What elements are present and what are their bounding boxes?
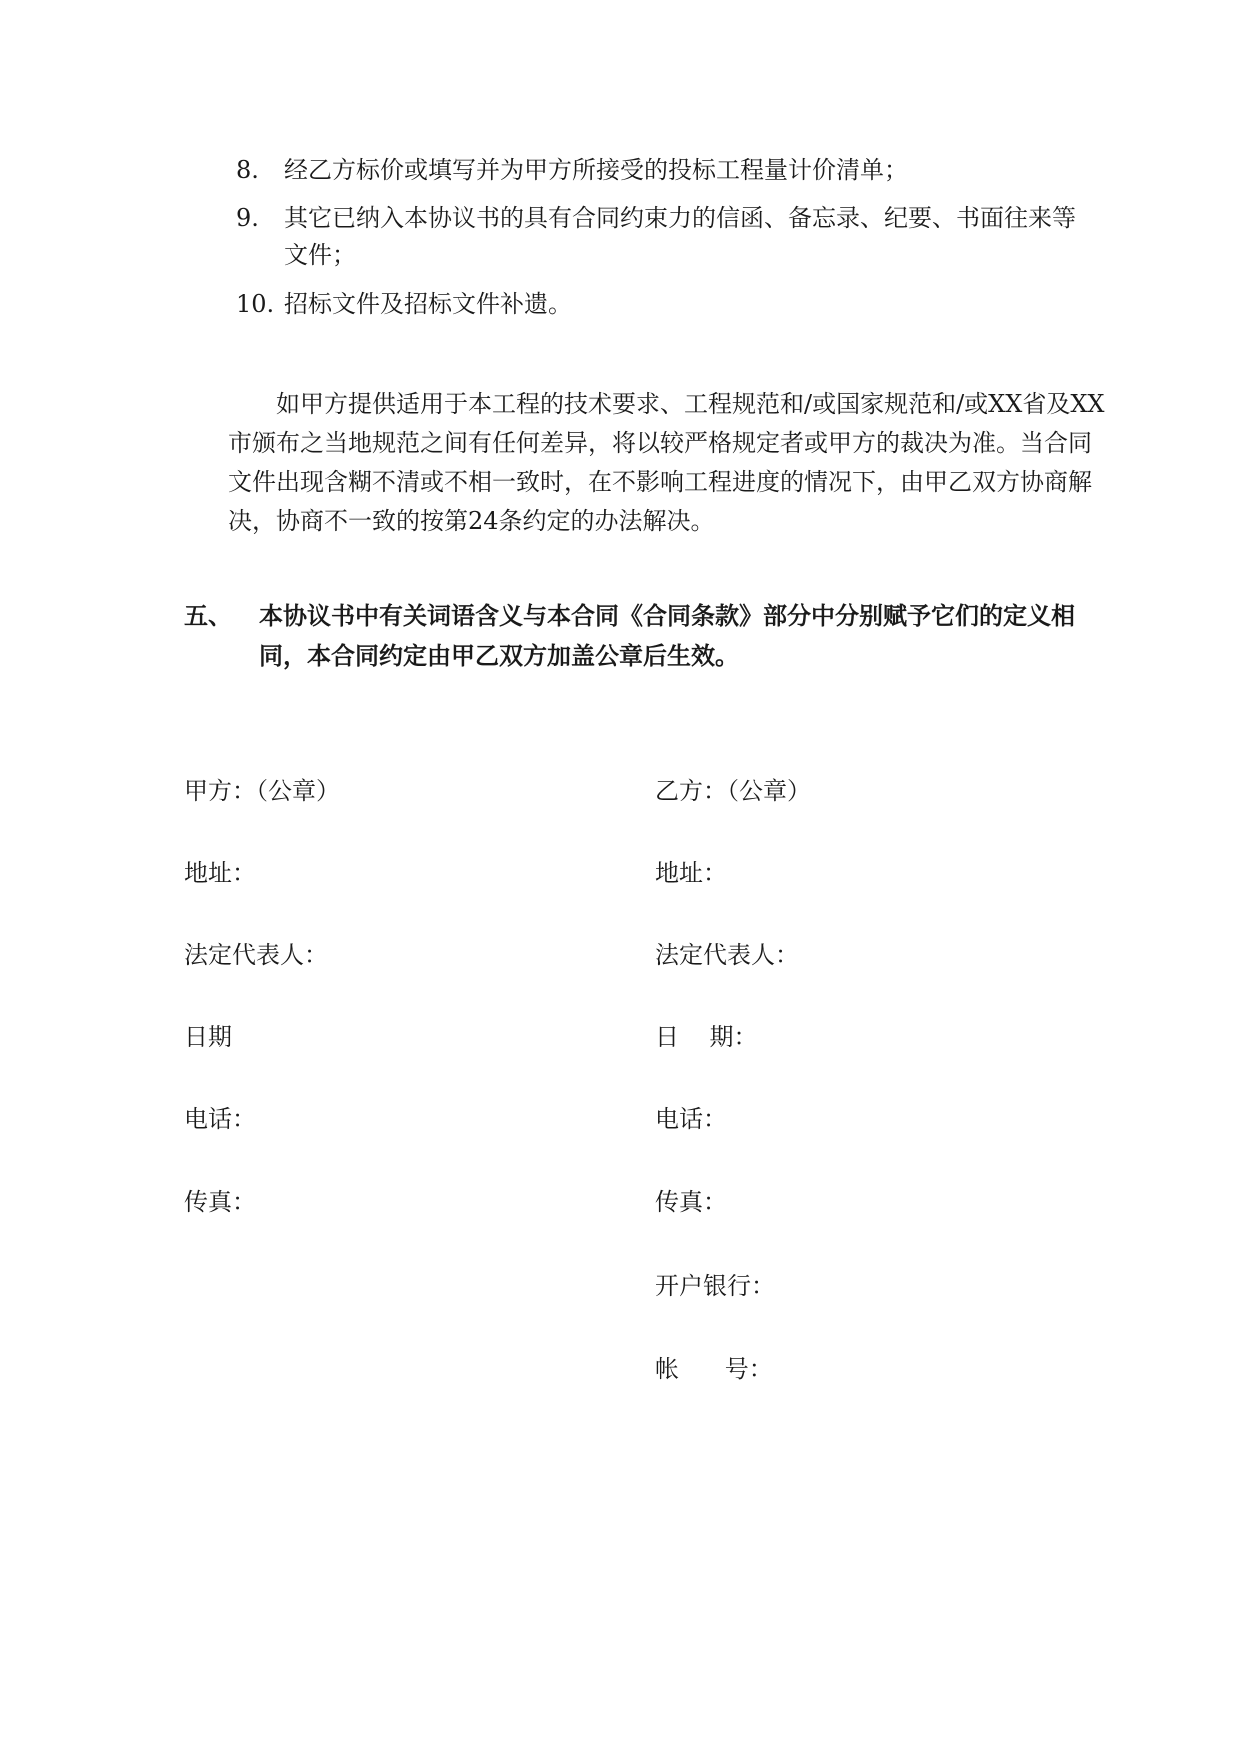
party-b-bank: 开户银行： [655,1272,775,1300]
list-item-number: 9. [236,204,259,232]
party-b-phone: 电话： [655,1105,727,1133]
list-item-text: 招标文件及招标文件补遗。 [284,290,572,318]
party-a-phone: 电话： [184,1105,256,1133]
list-item-number: 10. [236,290,275,318]
party-a-seal: 甲方：（公章） [184,777,340,805]
party-b-account: 帐 号： [655,1355,773,1383]
body-paragraph: 如甲方提供适用于本工程的技术要求、工程规范和/或国家规范和/或XX省及XX市颁布之当地规范之间有任何差异，将以较严格规定者或甲方的裁决为准。当合同文件出现含糊不清或不相一致时，在不影响工程进度的情况下，由甲乙双方协商解决，协商不一致的按第24条约定的办法解决。 [228,390,1105,535]
list-item-text: 其它已纳入本协议书的具有合同约束力的信函、备忘录、纪要、书面往来等文件； [284,204,1076,269]
party-b-representative: 法定代表人： [655,941,799,969]
section-number: 五、 [184,602,232,630]
party-b-seal: 乙方：（公章） [655,777,811,805]
party-b-address: 地址： [655,859,727,887]
party-a-date: 日期 [184,1023,232,1051]
party-a-representative: 法定代表人： [184,941,328,969]
party-a-address: 地址： [184,859,256,887]
party-b-fax: 传真： [655,1188,727,1216]
list-item-text: 经乙方标价或填写并为甲方所接受的投标工程量计价清单； [284,156,908,184]
party-b-date: 日 期： [655,1023,758,1051]
section-text: 本协议书中有关词语含义与本合同《合同条款》部分中分别赋予它们的定义相同，本合同约定由甲乙双方加盖公章后生效。 [259,602,1075,670]
party-a-fax: 传真： [184,1188,256,1216]
list-item-number: 8. [236,156,259,184]
